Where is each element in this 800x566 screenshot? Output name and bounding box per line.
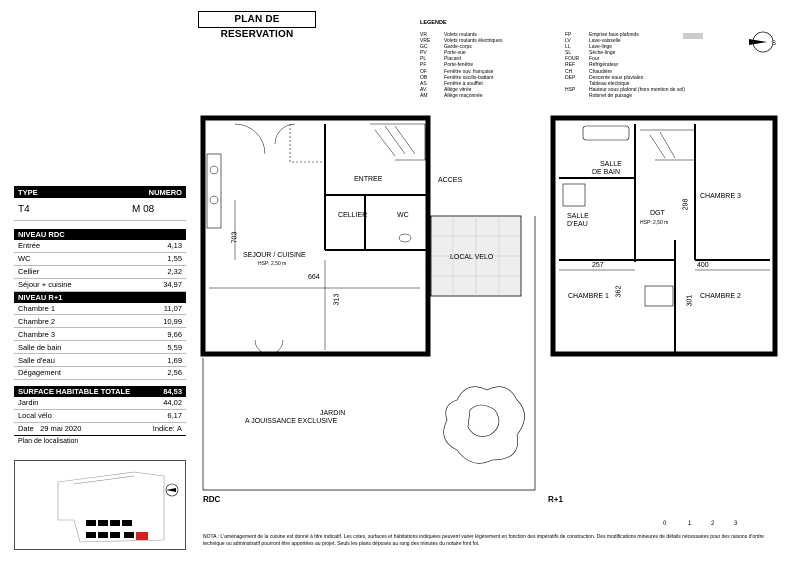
table-row [14,341,186,354]
r1-outer-walls [553,118,775,354]
legend-desc: Lave-linge [589,44,613,51]
row-value: 4,13 [167,241,182,251]
rdc-header-label: NIVEAU RDC [18,230,65,239]
numero-header: NUMERO [148,187,182,197]
table-row [14,328,186,341]
legend-desc: Descente eaux pluviales [589,74,644,81]
total-label: SURFACE HABITABLE TOTALE [18,386,131,396]
jardin-label: JARDIN [320,410,346,417]
legend-desc: Garde-corps [444,44,472,51]
jardin-label-2: A JOUISSANCE EXCLUSIVE [245,418,338,425]
legend-code: OF [420,68,427,75]
legend-code: PF [420,62,427,69]
legend-row [420,93,502,99]
row-label: Séjour + cuisine [18,280,72,290]
chambre-2-label: CHAMBRE 2 [700,293,741,300]
legend-code: VRE [420,38,431,45]
table-row [14,397,186,410]
legend-code: FOUR [565,56,580,63]
legend-desc: Fenêtre ouv. française [444,68,494,75]
localisation-label: Plan de localisation [18,437,79,445]
legend-desc: Allège vitrée [444,86,472,93]
cellier-label: CELLIER [338,212,368,219]
legend-code: LV [565,38,571,45]
legend-desc: Robinet de puisage [589,92,633,99]
scale-1: 1 [688,521,692,527]
indice-value: A [176,424,182,434]
row-value: 5,59 [167,342,182,352]
legend-code: PL [420,56,427,63]
date-value: 29 mai 2020 [40,424,82,434]
row-value: 44,02 [163,398,182,408]
row-label: Salle d'eau [18,355,55,365]
total-value: 84,53 [163,386,182,396]
scale-0: 0 [663,521,667,527]
chambre-1-label: CHAMBRE 1 [568,293,609,300]
scale-2: 2 [711,521,715,527]
numero-value: M 08 [132,203,155,215]
legend-desc: Emprise faux-plafonds [589,32,639,38]
table-row [14,266,186,279]
legend-row [565,93,685,99]
type-row [14,198,186,221]
dim-362: 362 [615,285,623,298]
rdc-header [14,229,186,240]
legend-desc: Hauteur sous plafond (hors mention de sol) [589,86,685,93]
row-label: Salle de bain [18,342,62,352]
date-row [14,423,186,436]
salle-eau-label-2: D'EAU [567,221,588,228]
faux-plafond-swatch [683,33,703,39]
salle-eau-label: SALLE [567,213,589,220]
chambre-3-label: CHAMBRE 3 [700,193,741,200]
r1-level-label: R+1 [548,495,563,504]
legend-code: OB [420,74,428,81]
legend-code: AS [420,80,427,87]
legend-heading: LEGENDE [420,20,447,26]
location-map [14,460,186,550]
svg-text:S: S [772,41,777,47]
legend-desc: Porte-fenêtre [444,62,474,69]
row-label: Chambre 2 [18,316,56,326]
legend-desc: Lave-vaisselle [589,38,621,45]
row-label: Chambre 3 [18,329,56,339]
legend-desc: Four [589,56,600,63]
row-value: 6,17 [167,411,182,421]
disclaimer-note: NOTA : L'aménagement de la cuisine est donné à titre indicatif. Les cotes, surfaces et habitations indiquées peuvent varier légèrement en fonction des impératifs de construction. Des modifications mineures de détails nécessaires pour des raisons d'ordre technique ou administratif pourront être apportées au projet. Seuls les plans déposés au rang des minutes du notaire font foi. [203,534,765,547]
row-label: Chambre 1 [18,304,56,313]
indice-label: Indice: [152,424,175,434]
legend-code: LL [565,44,571,51]
legend-desc: Fenêtre à soufflet [444,80,483,87]
table-row [14,240,186,253]
row-value: 11,07 [163,304,182,313]
row-label: Dégagement [18,368,61,378]
type-header-row [14,186,186,198]
legend-code: AV [420,86,427,93]
acces-label: ACCES [438,177,463,184]
floor-plans [195,110,795,500]
row-label: Entrée [18,241,41,251]
row-value: 2,56 [167,368,182,378]
legend-desc: Placard [444,56,461,63]
total-row [14,386,186,397]
row-label: Jardin [18,398,39,408]
dim-257: 257 [592,262,604,269]
table-row [14,303,186,316]
row-label: Local vélo [18,411,52,421]
r1-header-label: NIVEAU R+1 [18,292,63,302]
legend-code: GC [420,44,428,51]
legend-right [565,32,685,99]
page-title: PLAN DE RESERVATION [198,11,316,28]
legend-code: VR [420,32,427,38]
row-value: 1,55 [167,254,182,264]
sejour-hsp: HSP: 2,50 m [258,261,287,267]
legend-desc: Fenêtre oscillo-battant [444,74,494,81]
row-label: WC [18,254,31,264]
dim-298: 298 [682,198,690,211]
r1-header [14,292,186,303]
legend-desc: Tableau électrique [589,80,630,87]
summary-table [14,186,186,447]
apartment-location-marker [136,532,148,540]
legend-desc: Réfrigérateur [589,62,619,69]
legend-desc: Porte-vue [444,50,466,57]
date-label: Date [18,424,34,434]
dgt-hsp: HSP: 2,50 m [640,220,669,226]
entree-label: ENTREE [354,176,383,183]
row-value: 10,99 [163,316,182,326]
row-value: 9,66 [167,329,182,339]
dim-703: 703 [231,231,239,244]
row-value: 34,97 [163,280,182,290]
wc-label: WC [397,212,409,219]
table-row [14,279,186,292]
row-label: Cellier [18,267,40,277]
legend-desc: Sèche-linge [589,50,616,57]
table-row [14,315,186,328]
dim-400: 400 [697,262,709,269]
legend-desc: Volets roulants [444,32,477,38]
legend-left [420,32,502,99]
legend-code: REF [565,62,575,69]
dim-313: 313 [333,293,341,306]
north-arrow-icon [745,28,779,58]
salle-bain-label: SALLE [600,161,622,168]
legend-desc: Allège maçonnée [444,92,483,99]
scale-3: 3 [734,521,738,527]
table-row [14,253,186,266]
dgt-label: DGT [650,210,665,217]
row-value: 2,32 [167,267,182,277]
local-velo-label: LOCAL VELO [450,254,494,261]
legend-desc: Chaudière [589,68,613,75]
sejour-label: SEJOUR / CUISINE [243,252,306,259]
legend-code: SL [565,50,572,57]
legend-code: PV [420,50,427,57]
row-value: 1,69 [167,355,182,365]
table-row [14,354,186,367]
legend-code [565,93,589,99]
legend-code: DEP [565,74,576,81]
legend-desc: Volets roulants électriques [444,38,503,45]
dim-664: 664 [308,274,320,281]
dim-301: 301 [686,294,694,307]
table-row [14,410,186,423]
type-header: TYPE [18,187,38,197]
table-row [14,367,186,380]
legend-code: FP [565,32,572,38]
salle-bain-label-2: DE BAIN [592,169,621,176]
type-value: T4 [18,203,30,215]
legend-code: HSP [565,86,576,93]
legend-code: AM [420,92,428,99]
legend-code: CH [565,68,573,75]
rdc-level-label: RDC [203,495,221,504]
